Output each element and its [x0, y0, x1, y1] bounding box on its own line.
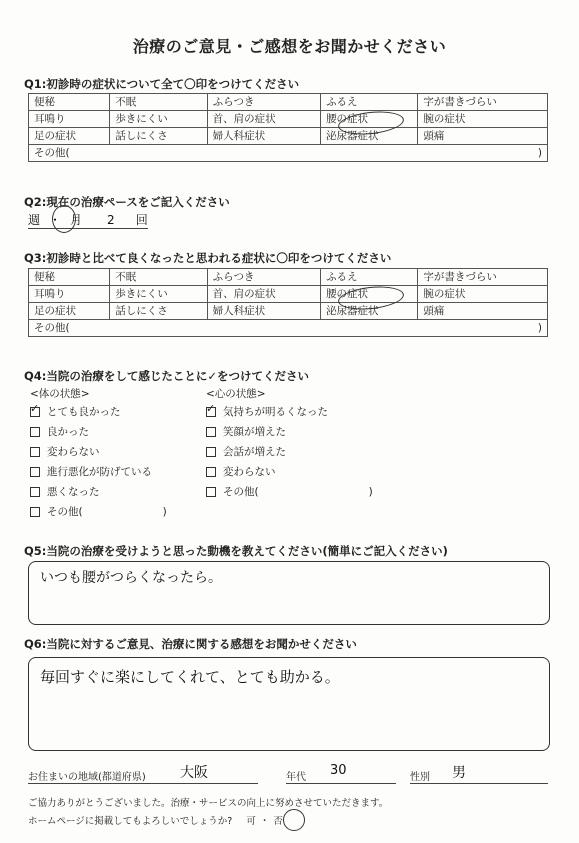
q4-body-option-label: 変わらない [47, 446, 100, 458]
region-underline [28, 783, 258, 784]
publish-no[interactable]: 否 [273, 816, 283, 827]
q4-body-option-label: 良かった [47, 426, 89, 438]
q2-month[interactable]: 月 [70, 213, 83, 227]
q1-cell[interactable]: 字が書きづらい [418, 94, 548, 111]
q1-cell[interactable]: 耳鳴り [29, 111, 110, 128]
q3-cell[interactable]: 頭痛 [418, 303, 548, 320]
q2-week[interactable]: 週 [28, 213, 41, 227]
q3-cell[interactable]: 耳鳴り [29, 286, 110, 303]
q1-cell[interactable]: 不眠 [110, 94, 207, 111]
q1-cell[interactable]: 頭痛 [418, 128, 548, 145]
q3-cell[interactable]: 婦人科症状 [207, 303, 320, 320]
q6-answer-text: 毎回すぐに楽にしてくれて、とても助かる。 [40, 668, 340, 686]
q4-mind-option-label: その他( [223, 486, 259, 498]
q4-body-option[interactable] [30, 444, 100, 459]
q4-mind-title: <心の状態> [206, 388, 266, 400]
q4-body-option[interactable] [30, 404, 121, 419]
publish-yes-circle-mark [283, 809, 305, 831]
q3-symptom-table [28, 268, 548, 337]
checkbox-icon[interactable] [206, 487, 216, 497]
checkbox-checked-icon[interactable] [206, 407, 216, 417]
q4-body-option-label: 進行悪化が防げている [47, 466, 152, 478]
q2-pace [28, 211, 148, 228]
q1-cell[interactable]: 首、肩の症状 [207, 111, 320, 128]
q3-other-label: その他( [34, 322, 70, 334]
q3-cell[interactable]: 話しにくさ [110, 303, 207, 320]
region-label: お住まいの地域(都道府県) [28, 772, 146, 783]
checkbox-icon[interactable] [206, 427, 216, 437]
q2-unit: 回 [135, 213, 148, 227]
q4-body-title: <体の状態> [30, 388, 90, 400]
q4-mind-other-close: ) [368, 485, 373, 498]
publish-sep: ・ [259, 816, 270, 827]
q5-heading: Q5:当院の治療を受けようと思った動機を教えてください(簡単にご記入ください) [24, 544, 448, 558]
q4-mind-option[interactable] [206, 424, 286, 439]
q4-body-option-label: その他( [47, 506, 83, 518]
q4-body-option[interactable] [30, 424, 89, 439]
q3-cell[interactable]: 足の症状 [29, 303, 110, 320]
q1-cell[interactable]: 話しにくさ [110, 128, 207, 145]
checkbox-checked-icon[interactable] [30, 407, 40, 417]
q3-cell[interactable]: 首、肩の症状 [207, 286, 320, 303]
age-value[interactable]: 30 [330, 763, 347, 778]
q2-heading: Q2:現在の治療ペースをご記入ください [24, 195, 230, 209]
q1-cell[interactable]: 泌尿器症状 [321, 128, 418, 145]
age-label: 年代 [286, 772, 306, 783]
gender-label: 性別 [410, 772, 430, 783]
publish-consent [28, 813, 283, 827]
checkbox-icon[interactable] [30, 467, 40, 477]
thanks-text: ご協力ありがとうございました。治療・サービスの向上に努めさせていただきます。 [28, 798, 389, 809]
q1-cell[interactable]: 足の症状 [29, 128, 110, 145]
age-underline [286, 783, 396, 784]
q1-cell[interactable]: 腰の症状 [321, 111, 418, 128]
page-title: 治療のご意見・ご感想をお聞かせください [132, 37, 447, 56]
q1-heading: Q1:初診時の症状について全て〇印をつけてください [24, 77, 300, 91]
checkbox-icon[interactable] [206, 467, 216, 477]
q3-cell[interactable]: 便秘 [29, 269, 110, 286]
q1-cell[interactable]: 婦人科症状 [207, 128, 320, 145]
q4-body-option-label: 悪くなった [47, 486, 100, 498]
q1-symptom-table [28, 93, 548, 162]
publish-question: ホームページに掲載してもよろしいでしょうか? [28, 816, 233, 827]
q3-heading: Q3:初診時と比べて良くなったと思われる症状に〇印をつけてください [24, 251, 392, 265]
q4-mind-option[interactable] [206, 404, 328, 419]
checkbox-icon[interactable] [206, 447, 216, 457]
checkbox-icon[interactable] [30, 487, 40, 497]
q3-cell[interactable]: 歩きにくい [110, 286, 207, 303]
q4-mind-option-label: 会話が増えた [223, 446, 286, 458]
q3-cell[interactable]: 字が書きづらい [418, 269, 548, 286]
q4-mind-option[interactable] [206, 444, 286, 459]
q4-body-other-close: ) [162, 505, 167, 518]
publish-yes[interactable]: 可 [246, 816, 256, 827]
q1-other-row[interactable] [29, 145, 548, 162]
gender-value[interactable]: 男 [452, 765, 466, 781]
q4-heading: Q4:当院の治療をして感じたことに✓をつけてください [24, 369, 310, 383]
q1-cell[interactable]: 歩きにくい [110, 111, 207, 128]
q2-underline [28, 228, 148, 229]
q4-mind-option-label: 変わらない [223, 466, 276, 478]
q1-other-close: ) [537, 147, 542, 159]
checkbox-icon[interactable] [30, 447, 40, 457]
checkbox-icon[interactable] [30, 427, 40, 437]
q3-cell[interactable]: ふらつき [207, 269, 320, 286]
q4-mind-option-label: 笑顔が増えた [223, 426, 286, 438]
q3-cell[interactable]: 不眠 [110, 269, 207, 286]
q3-other-row[interactable] [29, 320, 548, 337]
q4-body-option[interactable] [30, 504, 167, 519]
checkbox-icon[interactable] [30, 507, 40, 517]
q1-cell[interactable]: ふらつき [207, 94, 320, 111]
region-value[interactable]: 大阪 [180, 765, 208, 781]
q5-answer-text: いつも腰がつらくなったら。 [40, 570, 222, 586]
q3-cell[interactable]: 腕の症状 [418, 286, 548, 303]
q1-cell[interactable]: 便秘 [29, 94, 110, 111]
q4-body-option[interactable] [30, 464, 152, 479]
q3-cell[interactable]: 泌尿器症状 [321, 303, 418, 320]
q3-cell[interactable]: ふるえ [321, 269, 418, 286]
q4-body-option-label: とても良かった [47, 406, 121, 418]
q4-mind-option[interactable] [206, 464, 276, 479]
q1-cell[interactable]: ふるえ [321, 94, 418, 111]
q3-cell[interactable]: 腰の症状 [321, 286, 418, 303]
q2-count[interactable]: 2 [107, 213, 115, 227]
q2-sep: ・ [49, 213, 62, 227]
q1-cell[interactable]: 腕の症状 [418, 111, 548, 128]
q2-circle-mark [52, 205, 76, 233]
gender-underline [410, 783, 548, 784]
q3-other-close: ) [537, 322, 542, 334]
q4-body-option[interactable] [30, 484, 100, 499]
q4-mind-option-label: 気持ちが明るくなった [223, 406, 328, 418]
q4-mind-option[interactable] [206, 484, 373, 499]
q6-heading: Q6:当院に対するご意見、治療に関する感想をお聞かせください [24, 637, 357, 651]
q1-other-label: その他( [34, 147, 70, 159]
